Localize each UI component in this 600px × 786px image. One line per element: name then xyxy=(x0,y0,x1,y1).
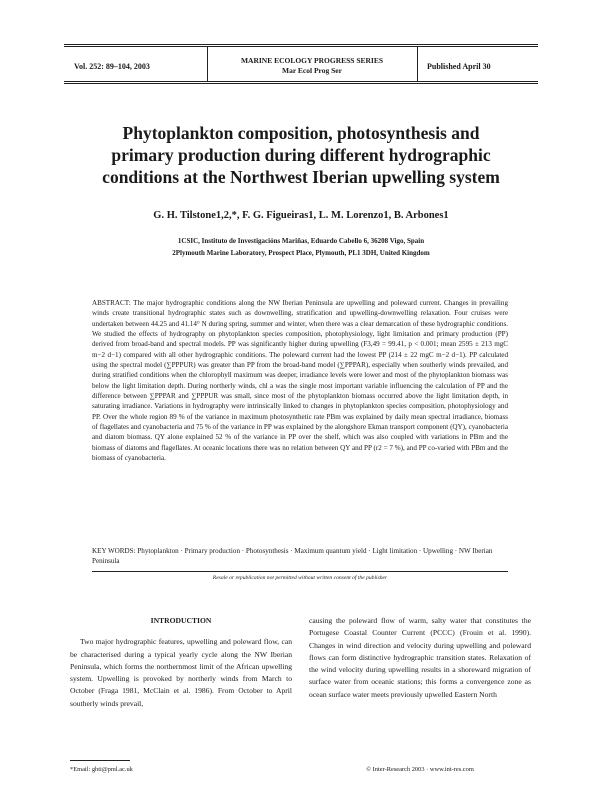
section-divider xyxy=(92,571,508,572)
body-column-left xyxy=(70,615,292,710)
journal-header xyxy=(64,44,538,84)
body-paragraph: Two major hydrographic features, upwelling and poleward flow, can be characterised during a typical yearly cycle along the NW Iberian Peninsula, which forms the northernmost limit of the African upwelling system. Upwelling is provoked by northerly winds from March to October (Fraga 1981, McClain et al. 1986). From October to April southerly winds prevail, xyxy=(70,637,292,708)
title-line: conditions at the Northwest Iberian upwelling system xyxy=(102,167,500,187)
footnote-rule xyxy=(70,760,130,761)
header-rule xyxy=(64,83,538,84)
article-title xyxy=(60,122,542,188)
journal-name xyxy=(207,56,417,76)
affiliation: 2Plymouth Marine Laboratory, Prospect Place, Plymouth, PL1 3DH, United Kingdom xyxy=(172,249,430,257)
affiliations xyxy=(60,235,542,259)
author-list: G. H. Tilstone1,2,*, F. G. Figueiras1, L. M. Lorenzo1, B. Arbones1 xyxy=(153,210,449,221)
body-column-right xyxy=(309,615,531,701)
header-rule xyxy=(64,44,538,45)
publication-date: Published April 30 xyxy=(427,62,491,71)
journal-abbrev: Mar Ecol Prog Ser xyxy=(282,66,342,75)
journal-title: MARINE ECOLOGY PROGRESS SERIES xyxy=(240,56,384,65)
author-email: *Email: ghti@pml.ac.uk xyxy=(70,766,133,773)
resale-notice: Resale or republication not permitted without written consent of the publisher xyxy=(212,575,388,581)
title-line: Phytoplankton composition, photosynthesis and xyxy=(122,123,480,143)
header-divider xyxy=(417,47,418,81)
copyright: © Inter-Research 2003 · www.int-res.com xyxy=(366,766,474,773)
section-heading: INTRODUCTION xyxy=(150,616,212,625)
abstract xyxy=(92,298,508,464)
keywords xyxy=(92,546,508,567)
body-paragraph: causing the poleward flow of warm, salty water that constitutes the Portugese Coastal Counter Current (PCCC) (Frouin et al. 1990). Changes in wind direction and velocity during upwelling and poleward flows can form distinctive hydrographic transition states. Relaxation of the wind velocity during upwelling results in a shoreward migration of surface water from oceanic stations; this forms a convergence zone as ocean surface water meets previously upwelled Eastern North xyxy=(309,616,531,699)
volume-info: Vol. 252: 89–104, 2003 xyxy=(74,62,150,71)
header-rule xyxy=(64,46,538,47)
abstract-label: ABSTRACT: xyxy=(92,299,131,307)
affiliation: 1CSIC, Instituto de Investigacións Mariñas, Eduardo Cabello 6, 36208 Vigo, Spain xyxy=(177,237,425,245)
keywords-label: KEY WORDS: xyxy=(92,547,136,555)
keywords-text: Phytoplankton · Primary production · Photosynthesis · Maximum quantum yield · Light limitation · Upwelling · NW Iberian Peninsula xyxy=(92,547,493,566)
title-line: primary production during different hydrographic xyxy=(111,145,491,165)
header-rule xyxy=(64,81,538,82)
abstract-text: The major hydrographic conditions along the NW Iberian Peninsula are upwelling and poleward current. Changes in prevailing winds create transitional hydrographic states such as downwelling, stratification and upwelling-downwelling relaxation. Four cruises were undertaken between 44.25 and 41.14° N during spring, summer and winter, when there was a clear demarcation of these hydrographic conditions. We studied the effects of hydrography on phytoplankton species composition, photophysiology, light limitation and primary production (PP) derived from broad-band and spectral models. PP was significantly higher during upwelling (F3,49 = 99.41, p < 0.001; mean 2595 ± 213 mgC m−2 d−1) compared with all other hydrographic conditions. The poleward current had the lowest PP (214 ± 22 mgC m−2 d−1). PP calculated using the spectral model (∑PPPUR) was greater than PP from the broad-band model (∑PPPAR), especially when southerly winds prevailed, and during stratified conditions when the chlorophyll maximum was deeper, irradiance levels were lower and most of the phytoplankton biomass was below the light limitation depth. During northerly winds, chl a was the single most important variable influencing the calculation of PP and the difference between ∑PPPAR and ∑PPPUR was small, since most of the phytoplankton biomass occurred above the light limitation depth, in saturating irradiance. Variations in hydrography were intrinsically linked to changes in phytoplankton species composition, photophysiology and PP. Over the whole region 89 % of the variance in maximum photosynthetic rate PBm was explained by daily mean spectral irradiance, biomass of flagellates and cyanobacteria and 75 % of the variance in PP was explained by the alongshore Ekman transport component (QY), cyanobacteria and diatom biomass. QY alone explained 52 % of the variance in PP over the shelf, which was also coupled with variations in PBm and the biomass of diatoms and flagellates. At oceanic locations there was no relation between QY and PP (r2 = 7 %), and PP co-varied with PBm and the biomass of cyanobacteria. xyxy=(92,299,508,463)
